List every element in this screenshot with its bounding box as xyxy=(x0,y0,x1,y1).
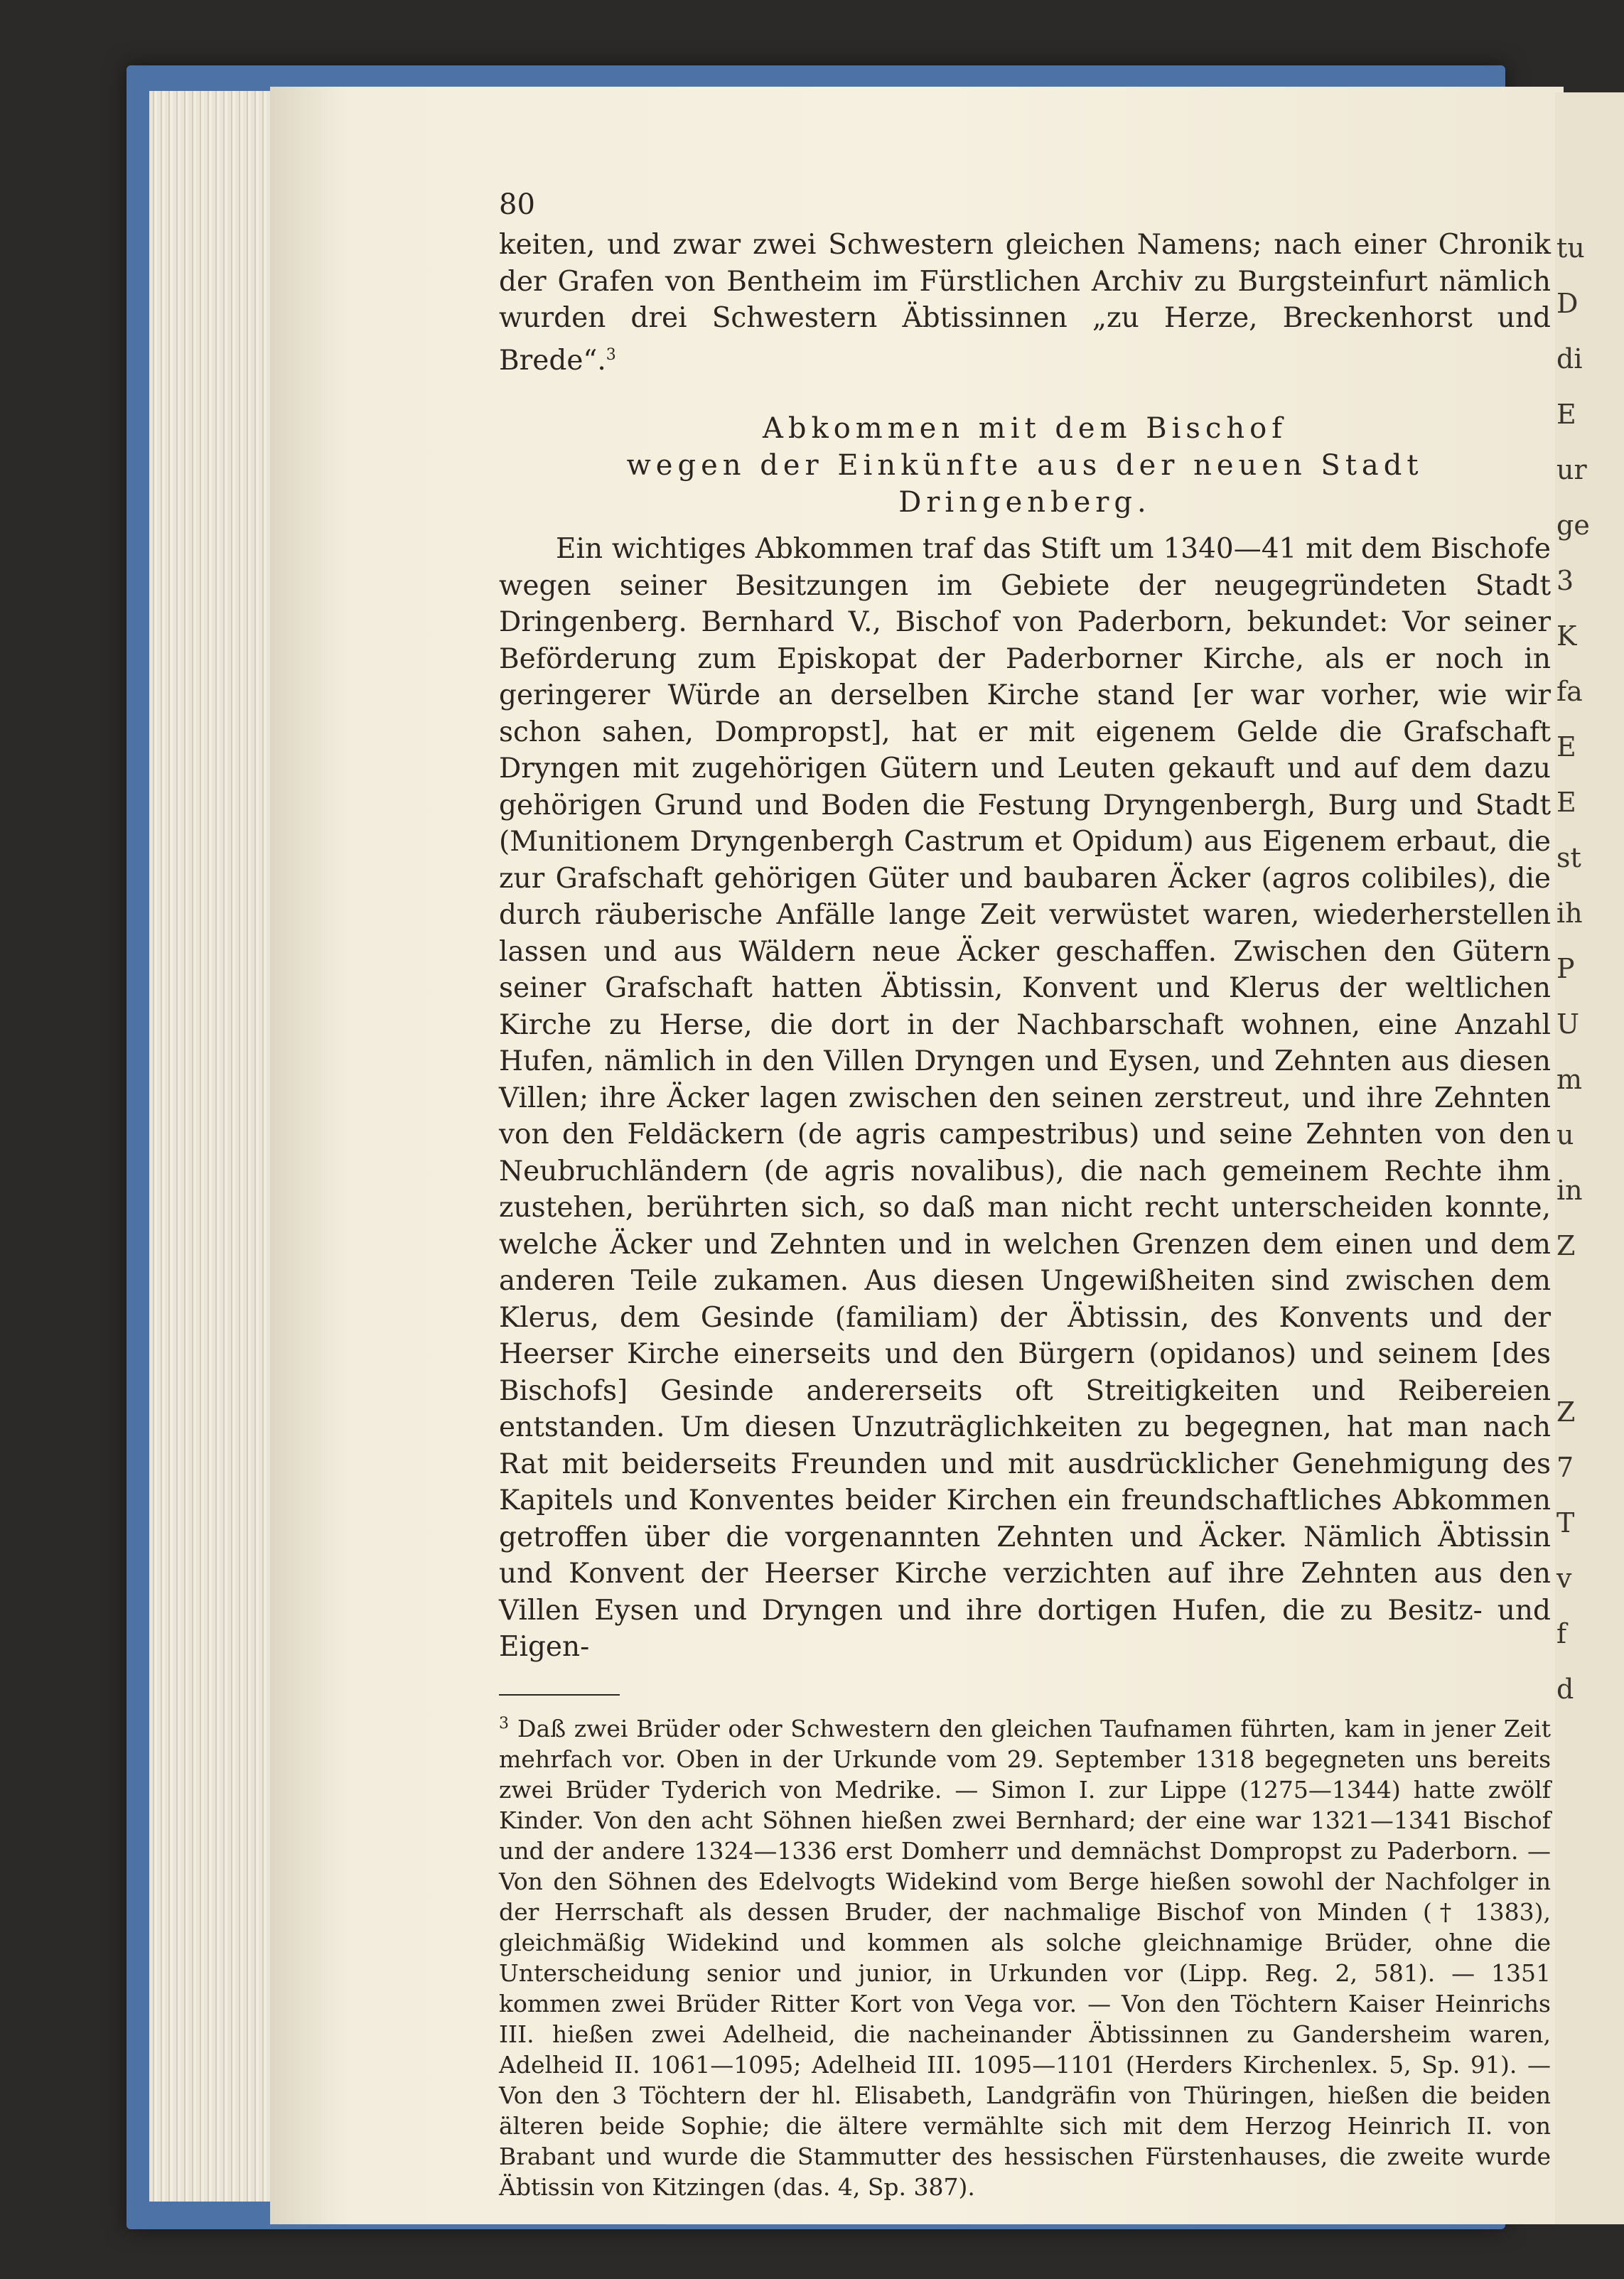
adjacent-page-fragment: P xyxy=(1556,953,1575,984)
adjacent-page-fragment: m xyxy=(1556,1064,1583,1095)
adjacent-page-fragment: U xyxy=(1556,1008,1580,1040)
adjacent-page-fragment: 7 xyxy=(1556,1452,1574,1483)
opening-paragraph xyxy=(499,227,1551,379)
footnote xyxy=(499,1708,1551,2202)
adjacent-page-fragment: d xyxy=(1556,1674,1574,1705)
adjacent-page-fragment: u xyxy=(1556,1119,1574,1151)
page-edges xyxy=(149,91,281,2202)
page-content xyxy=(499,188,1551,2202)
adjacent-page-fragment: f xyxy=(1556,1618,1567,1649)
adjacent-page-fragment: di xyxy=(1556,343,1583,375)
adjacent-page-fragment: 3 xyxy=(1556,565,1574,596)
adjacent-page-fragment: E xyxy=(1556,787,1576,818)
adjacent-page-fragment: Z xyxy=(1556,1230,1576,1261)
page-number: 80 xyxy=(499,188,535,221)
adjacent-page-fragment: st xyxy=(1556,842,1581,873)
adjacent-page-fragment: Z xyxy=(1556,1396,1576,1428)
body-text xyxy=(499,227,1551,1666)
adjacent-page-fragment: v xyxy=(1556,1563,1572,1594)
adjacent-page-fragment xyxy=(1555,1329,1624,1384)
footnote-divider xyxy=(499,1694,620,1696)
opening-paragraph-text: keiten, und zwar zwei Schwestern gleichen Namens; nach einer Chronik der Grafen von Bentheim im Fürstlichen Archiv zu Burgsteinfurt nämlich wurden drei Schwestern Äbtissinnen „zu Herze, Breckenhorst und Brede“. xyxy=(499,229,1551,377)
adjacent-page xyxy=(1555,92,1624,2224)
adjacent-page-fragment: fa xyxy=(1556,676,1583,707)
adjacent-page-fragment: ih xyxy=(1556,898,1583,929)
adjacent-page-fragment: ur xyxy=(1556,454,1587,485)
footnote-text: Daß zwei Brüder oder Schwestern den gleichen Taufnamen führten, kam in jener Zeit mehrfach vor. Oben in der Urkunde vom 29. September 1318 begegneten uns bereits zwei Brüder Tyderich von Medrike. — Simon I. zur Lippe (1275—1344) hatte zwölf Kinder. Von den acht Söhnen hießen zwei Bernhard; der eine war 1321—1341 Bischof und der andere 1324—1336 erst Domherr und demnächst Dompropst zu Paderborn. — Von den Söhnen des Edelvogts Widekind vom Berge hießen sowohl der Nachfolger in der Herrschaft als dessen Bruder, der nachmalige Bischof von Minden († 1383), gleichmäßig Widekind und kommen als solche gleichnamige Brüder, ohne die Unterscheidung senior und junior, in Urkunden vor (Lipp. Reg. 2, 581). — 1351 kommen zwei Brüder Ritter Kort von Vega vor. — Von den Töchtern Kaiser Heinrichs III. hießen zwei Adelheid, die nacheinander Äbtissinnen zu Gandersheim waren, Adelheid II. 1061—1095; Adelheid III. 1095—1101 (Herders Kirchenlex. 5, Sp. 91). — Von den 3 Töchtern der hl. Elisabeth, Landgräfin von Thüringen, hießen die beiden älteren beide Sophie; die ältere vermählte sich mit dem Herzog Heinrich II. von Brabant und wurde die Stammutter des hessischen Fürstenhauses, die zweite wurde Äbtissin von Kitzingen (das. 4, Sp. 387). xyxy=(499,1714,1551,2201)
adjacent-page-fragment: E xyxy=(1556,731,1576,763)
main-paragraph: Ein wichtiges Abkommen traf das Stift um 1340—41 mit dem Bischofe wegen seiner Besitzungen im Gebiete der neugegründeten Stadt Dringenberg. Bernhard V., Bischof von Paderborn, bekundet: Vor seiner Beförderung zum Episkopat der Paderborner Kirche, als er noch in geringerer Würde an derselben Kirche stand [er war vorher, wie wir schon sahen, Dompropst], hat er mit eigenem Gelde die Grafschaft Dryngen mit zugehörigen Gütern und Leuten gekauft und auf dem dazu gehörigen Grund und Boden die Festung Dryngenbergh, Burg und Stadt (Munitionem Dryngenbergh Castrum et Opidum) aus Eigenem erbaut, die zur Grafschaft gehörigen Güter und baubaren Äcker (agros colibiles), die durch räuberische Anfälle lange Zeit verwüstet waren, wiederherstellen lassen und aus Wäldern neue Äcker geschaffen. Zwischen den Gütern seiner Grafschaft hatten Äbtissin, Konvent und Klerus der weltlichen Kirche zu Herse, die dort in der Nachbarschaft wohnen, eine Anzahl Hufen, nämlich in den Villen Dryngen und Eysen, und Zehnten aus diesen Villen; ihre Äcker lagen zwischen den seinen zerstreut, und ihre Zehnten von den Feldäckern (de agris campestribus) und seine Zehnten von den Neubruchländern (de agris novalibus), die nach gemeinem Rechte ihm zustehen, berührten sich, so daß man nicht recht unterscheiden konnte, welche Äcker und Zehnten und in welchen Grenzen dem einen und dem anderen Teile zukamen. Aus diesen Ungewißheiten sind zwischen dem Klerus, dem Gesinde (familiam) der Äbtissin, des Konvents und der Heerser Kirche einerseits und den Bürgern (opidanos) und seinem [des Bischofs] Gesinde andererseits oft Streitigkeiten und Reibereien entstanden. Um diesen Unzuträglichkeiten zu begegnen, hat man nach Rat mit beiderseits Freunden und mit ausdrücklicher Genehmigung des Kapitels und Konventes beider Kirchen ein freundschaftliches Abkommen getroffen über die vorgenannten Zehnten und Äcker. Nämlich Äbtissin und Konvent der Heerser Kirche verzichten auf ihre Zehnten aus den Villen Eysen und Dryngen und ihre dortigen Hufen, die zu Besitz- und Eigen- xyxy=(499,533,1551,1663)
footnote-marker: 3 xyxy=(499,1714,509,1733)
adjacent-page-fragment: tu xyxy=(1556,232,1585,264)
adjacent-page-fragment xyxy=(1555,1273,1624,1329)
section-heading-line-2: wegen der Einkünfte aus der neuen Stadt Dringenberg. xyxy=(626,449,1424,519)
footnote-reference: 3 xyxy=(606,345,616,364)
adjacent-page-fragment: ge xyxy=(1556,510,1590,541)
section-heading-line-1: Abkommen mit dem Bischof xyxy=(762,412,1288,445)
adjacent-page-fragment: E xyxy=(1556,399,1576,430)
adjacent-page-fragment: T xyxy=(1556,1507,1575,1539)
adjacent-page-fragment: D xyxy=(1556,288,1579,319)
adjacent-page-fragment: in xyxy=(1556,1175,1583,1206)
section-heading xyxy=(499,410,1551,521)
adjacent-page-fragment: K xyxy=(1556,620,1577,652)
